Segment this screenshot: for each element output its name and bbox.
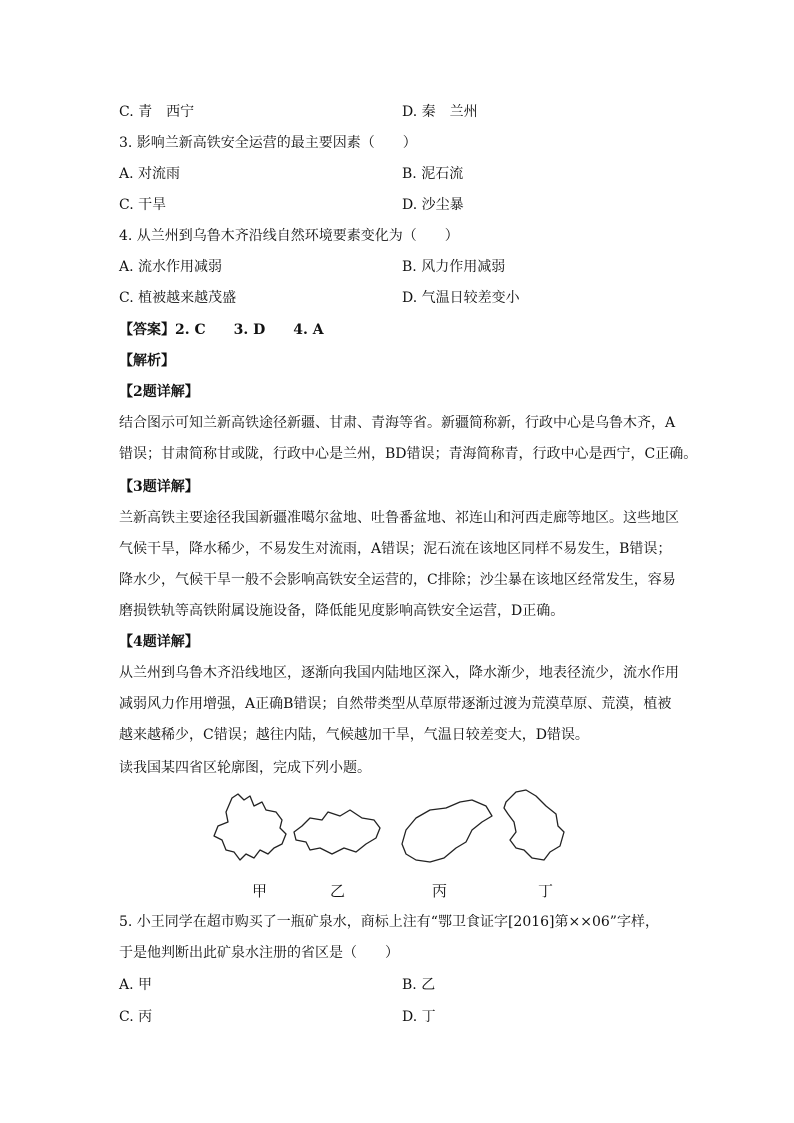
q5-option-c: C. 丙 <box>119 1009 153 1025</box>
detail2-paragraph <box>119 408 698 470</box>
analysis-heading: 【解析】 <box>119 353 175 369</box>
q2-option-d: D. 秦 兰州 <box>402 104 478 120</box>
q5-option-a: A. 甲 <box>119 977 153 993</box>
detail4-line: 减弱风力作用增强，A正确B错误；自然带类型从草原带逐渐过渡为荒漠草原、荒漠，植被 <box>119 696 672 712</box>
detail3-line: 磨损铁轨等高铁附属设施设备，降低能见度影响高铁安全运营，D正确。 <box>119 603 565 619</box>
q4-option-a: A. 流水作用减弱 <box>119 259 223 275</box>
figure-label-jia: 甲 <box>252 882 268 900</box>
q3-option-b: B. 泥石流 <box>402 166 464 182</box>
figure-intro: 读我国某四省区轮廓图，完成下列小题。 <box>119 760 371 776</box>
outline-bing <box>402 800 492 862</box>
q4-stem: 4. 从兰州到乌鲁木齐沿线自然环境要素变化为（ ） <box>119 228 459 244</box>
detail3-line: 降水少，气候干旱一般不会影响高铁安全运营的，C排除；沙尘暴在该地区经常发生，容易 <box>119 572 676 588</box>
q3-option-d: D. 沙尘暴 <box>402 197 464 213</box>
outline-ding <box>504 790 564 860</box>
province-outline-figure <box>210 788 570 870</box>
q4-option-b: B. 风力作用减弱 <box>402 259 506 275</box>
q2-option-c: C. 青 西宁 <box>119 104 195 120</box>
outline-yi <box>294 810 380 854</box>
detail2-line: 错误；甘肃简称甘或陇，行政中心是兰州，BD错误；青海简称青，行政中心是西宁，C正确。 <box>119 446 698 462</box>
figure-label-bing: 丙 <box>432 882 448 900</box>
detail3-line: 气候干旱，降水稀少，不易发生对流雨，A错误；泥石流在该地区同样不易发生，B错误； <box>119 541 672 557</box>
figure-label-ding: 丁 <box>538 882 554 900</box>
q4-option-d: D. 气温日较差变小 <box>402 290 520 306</box>
q5-option-b: B. 乙 <box>402 977 436 993</box>
answer-line: 【答案】2. C 3. D 4. A <box>119 322 324 338</box>
detail4-line: 越来越稀少，C错误；越往内陆，气候越加干旱，气温日较差变大，D错误。 <box>119 727 589 743</box>
q3-option-a: A. 对流雨 <box>119 166 181 182</box>
q3-stem: 3. 影响兰新高铁安全运营的最主要因素（ ） <box>119 135 417 151</box>
detail4-paragraph <box>119 658 679 751</box>
detail3-line: 兰新高铁主要途径我国新疆准噶尔盆地、吐鲁番盆地、祁连山和河西走廊等地区。这些地区 <box>119 510 679 526</box>
detail3-heading: 【3题详解】 <box>119 479 199 495</box>
detail4-heading: 【4题详解】 <box>119 634 199 650</box>
outline-jia <box>214 794 286 860</box>
detail2-heading: 【2题详解】 <box>119 384 199 400</box>
q5-option-d: D. 丁 <box>402 1009 436 1025</box>
q5-stem-line1: 5. 小王同学在超市购买了一瓶矿泉水，商标上注有“鄂卫食证字[2016]第××06”字样， <box>119 914 659 930</box>
detail3-paragraph <box>119 503 679 627</box>
detail2-line: 结合图示可知兰新高铁途径新疆、甘肃、青海等省。新疆简称新，行政中心是乌鲁木齐，A <box>119 415 676 431</box>
q4-option-c: C. 植被越来越茂盛 <box>119 290 237 306</box>
figure-label-yi: 乙 <box>330 882 346 900</box>
detail4-line: 从兰州到乌鲁木齐沿线地区，逐渐向我国内陆地区深入，降水渐少，地表径流少，流水作用 <box>119 665 679 681</box>
q3-option-c: C. 干旱 <box>119 197 167 213</box>
q5-stem-line2: 于是他判断出此矿泉水注册的省区是（ ） <box>119 945 399 961</box>
